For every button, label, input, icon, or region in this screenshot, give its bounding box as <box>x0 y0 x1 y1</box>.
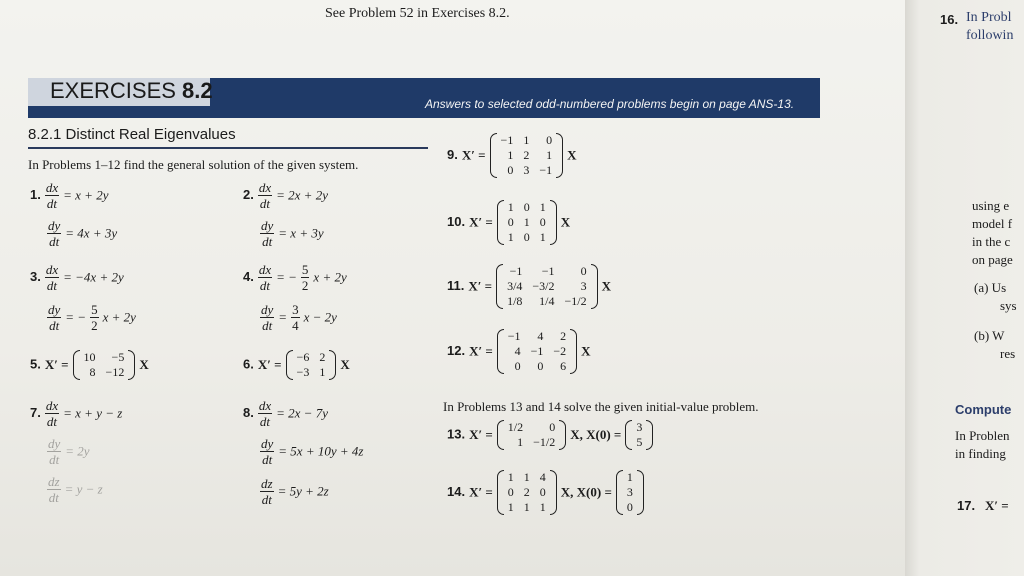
problem-number: 2. <box>243 187 254 203</box>
matrix-entry: 0 <box>514 359 521 373</box>
fraction-dy-dt: $\frac{dy}{dt}$ <box>261 218 274 249</box>
problem-number: 7. <box>30 405 41 421</box>
matrix-entry: 0 <box>580 264 587 278</box>
exercises-title <box>50 78 213 104</box>
problem-5 <box>30 350 149 380</box>
problem-2 <box>243 180 328 211</box>
matrix-row <box>503 485 551 500</box>
matrix-row <box>496 133 558 148</box>
problem-8 <box>243 398 328 429</box>
instructions-1-12: In Problems 1–12 find the general solution of the given system. <box>28 157 359 172</box>
problem-4-line-2 <box>260 302 337 333</box>
numerator: 3 <box>292 302 299 317</box>
coefficient-matrix <box>496 264 598 309</box>
matrix-entry: 3 <box>636 420 643 434</box>
problem-8-line-2 <box>260 436 363 467</box>
matrix-row <box>631 435 647 450</box>
matrix-entry: 1 <box>507 148 514 162</box>
numerator: 5 <box>91 302 98 317</box>
matrix-entry: 4 <box>539 470 546 484</box>
right-problem-16-number: 16. <box>940 12 959 27</box>
matrix-entry: 2 <box>523 148 530 162</box>
matrix-entry: 0 <box>523 200 530 214</box>
problem-number: 3. <box>30 269 41 285</box>
matrix-entry: −1 <box>530 344 544 358</box>
lhs: X′ = <box>257 357 282 372</box>
matrix-entry: 1 <box>507 470 514 484</box>
problem-2-line-2 <box>260 218 324 249</box>
vector-x: X <box>340 357 350 372</box>
matrix-entry: 1 <box>523 500 530 514</box>
initial-condition-label: X, X(0) = <box>570 427 622 442</box>
coefficient-matrix <box>490 133 564 178</box>
right-text-line: in finding <box>955 446 1006 461</box>
fraction-dx-dt: $\frac{dx}{dt}$ <box>45 262 59 293</box>
equation-text: x + 2y <box>102 309 136 325</box>
section-rule <box>28 147 428 149</box>
fraction-dx-dt: $\frac{dx}{dt}$ <box>258 180 272 211</box>
right-part-b-2: res <box>1000 346 1016 361</box>
matrix-row <box>503 500 551 515</box>
lhs: X′ = <box>469 343 493 359</box>
problem-number: 12. <box>447 343 466 359</box>
problem-number: 11. <box>447 278 465 294</box>
initial-vector <box>616 470 644 515</box>
matrix-entry: −1 <box>507 329 521 343</box>
matrix-entry: 1 <box>523 470 530 484</box>
matrix-entry: −12 <box>105 365 125 379</box>
right-text-line: model f <box>972 216 1013 231</box>
matrix-entry: 0 <box>549 420 556 434</box>
matrix-entry: 1 <box>539 500 546 514</box>
equation-text: = x + 2y <box>63 187 109 203</box>
lhs: X′ = <box>468 278 493 294</box>
matrix-row <box>292 365 331 380</box>
fraction-dx-dt: $\frac{dx}{dt}$ <box>45 180 59 211</box>
matrix-entry: 6 <box>560 359 567 373</box>
matrix-row <box>503 230 551 245</box>
section-title: 8.2.1 Distinct Real Eigenvalues <box>28 126 236 143</box>
coefficient-matrix <box>497 420 566 450</box>
problem-number: 6. <box>243 356 254 372</box>
matrix-entry: 1 <box>517 435 524 449</box>
fraction-dx-dt: $\frac{dx}{dt}$ <box>45 398 59 429</box>
equation-text: = 5y + 2z <box>277 483 329 499</box>
equation-text: x − 2y <box>303 309 337 325</box>
problem-3 <box>30 262 124 293</box>
right-part-b: (b) W <box>974 328 1005 343</box>
matrix-entry: 2 <box>560 329 567 343</box>
matrix-entry: 4 <box>537 329 544 343</box>
matrix-row <box>622 500 638 515</box>
denominator: 4 <box>292 318 299 333</box>
equation-text: = x + 3y <box>278 225 324 241</box>
matrix-row <box>496 163 558 178</box>
textbook-right-page <box>905 0 1024 576</box>
fraction-dy-dt: $\frac{dy}{dt}$ <box>48 302 61 333</box>
matrix-entry: 5 <box>636 435 643 449</box>
matrix-entry: 1 <box>539 230 546 244</box>
matrix-row <box>503 329 571 344</box>
equation-text: = 2x + 2y <box>276 187 328 203</box>
vector-x: X <box>601 278 612 294</box>
equation-text: = 4x + 3y <box>65 225 118 241</box>
matrix-entry: −1 <box>541 264 555 278</box>
matrix-entry: 0 <box>626 500 633 514</box>
matrix-entry: 0 <box>537 359 544 373</box>
matrix-entry: −3/2 <box>532 279 555 293</box>
matrix-row <box>503 420 560 435</box>
problem-1 <box>30 180 108 211</box>
problem-3-line-2 <box>47 302 136 333</box>
matrix-entry: −1 <box>539 163 553 177</box>
coefficient-matrix <box>497 470 557 515</box>
right-text-line: on page <box>972 252 1013 267</box>
matrix-entry: 3 <box>523 163 530 177</box>
problem-7 <box>30 398 122 429</box>
matrix-entry: 2 <box>523 485 530 499</box>
denominator: 2 <box>301 278 309 293</box>
matrix-entry: 0 <box>539 485 546 499</box>
problem-6 <box>243 350 350 380</box>
problem-9 <box>447 133 577 178</box>
matrix-entry: 0 <box>507 163 514 177</box>
problem-number: 13. <box>447 426 466 442</box>
answers-note: Answers to selected odd-numbered problems begin on page ANS-13. <box>425 97 795 111</box>
vector-x: X <box>567 147 577 163</box>
exercises-title-prefix: EXERCISES <box>50 78 183 103</box>
problem-number: 14. <box>447 484 466 500</box>
matrix-entry: 2 <box>319 350 326 364</box>
matrix-entry: −5 <box>111 350 125 364</box>
matrix-entry: −2 <box>553 344 567 358</box>
matrix-entry: 1 <box>507 500 514 514</box>
matrix-entry: 10 <box>83 350 96 364</box>
equation-text: = <box>278 309 288 325</box>
fraction-dy-dt: $\frac{dy}{dt}$ <box>48 218 61 249</box>
coefficient-matrix <box>497 200 557 245</box>
denominator: 2 <box>91 318 98 333</box>
matrix-entry: 1 <box>523 133 530 147</box>
matrix-row <box>502 264 592 279</box>
coefficient-matrix <box>497 329 577 374</box>
matrix-row <box>622 470 638 485</box>
equation-text: x + 2y <box>313 269 347 285</box>
right-text-line: in the c <box>972 234 1011 249</box>
matrix-entry: 1/2 <box>507 420 524 434</box>
problem-11 <box>447 264 611 309</box>
right-part-a: (a) Us <box>974 280 1007 295</box>
problem-7-line-2 <box>47 436 90 467</box>
matrix-entry: 1 <box>546 148 553 162</box>
matrix-row <box>622 485 638 500</box>
matrix-entry: −1/2 <box>533 435 556 449</box>
matrix-entry: 1/8 <box>507 294 523 308</box>
numerator: 5 <box>301 262 309 277</box>
lhs: X′ = <box>461 147 486 163</box>
fraction-dy-dt: $\frac{dy}{dt}$ <box>48 436 61 467</box>
matrix-entry: 1 <box>507 200 514 214</box>
equation-text: = 2y <box>65 443 90 459</box>
lhs: X′ = <box>44 357 69 372</box>
problem-12 <box>447 329 591 374</box>
fraction-dy-dt: $\frac{dy}{dt}$ <box>261 436 274 467</box>
equation-text: = 2x − 7y <box>276 405 328 421</box>
matrix-entry: 1/4 <box>539 294 555 308</box>
problem-number: 4. <box>243 269 254 285</box>
matrix-row <box>503 470 551 485</box>
problem-13 <box>447 420 653 450</box>
matrix-entry: 0 <box>507 485 514 499</box>
right-problem-17-lhs: X′ = <box>985 498 1009 513</box>
equation-text: = − <box>65 309 87 325</box>
fraction-dz-dt: $\frac{dz}{dt}$ <box>261 476 273 507</box>
header-note: See Problem 52 in Exercises 8.2. <box>325 6 510 21</box>
coefficient-fraction <box>301 262 310 293</box>
initial-condition-label: X, X(0) = <box>560 484 612 500</box>
matrix-entry: 0 <box>546 133 553 147</box>
fraction-dx-dt: $\frac{dx}{dt}$ <box>258 398 272 429</box>
matrix-entry: 1 <box>626 470 633 484</box>
coefficient-matrix <box>286 350 337 380</box>
matrix-row <box>502 294 592 309</box>
lhs: X′ = <box>469 427 493 442</box>
fraction-dx-dt: $\frac{dx}{dt}$ <box>258 262 272 293</box>
problem-number: 9. <box>447 147 458 163</box>
equation-text: = −4x + 2y <box>63 269 124 285</box>
coefficient-fraction <box>90 302 99 333</box>
matrix-entry: −1 <box>500 133 514 147</box>
matrix-row <box>503 359 571 374</box>
initial-vector <box>625 420 653 450</box>
vector-x: X <box>560 214 571 230</box>
coefficient-fraction <box>291 302 300 333</box>
matrix-entry: 8 <box>89 365 96 379</box>
problem-number: 5. <box>30 356 41 372</box>
matrix-row <box>79 365 130 380</box>
matrix-entry: 3 <box>626 485 633 499</box>
problem-number: 8. <box>243 405 254 421</box>
matrix-entry: 1 <box>507 230 514 244</box>
problem-10 <box>447 200 570 245</box>
problem-number: 10. <box>447 214 466 230</box>
equation-text: = y − z <box>64 481 103 497</box>
problem-14 <box>447 470 644 515</box>
fraction-dy-dt: $\frac{dy}{dt}$ <box>261 302 274 333</box>
right-text-line: using e <box>972 198 1010 213</box>
lhs: X′ = <box>469 214 493 230</box>
lhs: X′ = <box>469 484 493 500</box>
right-problem-16-text: In Probl <box>966 10 1012 25</box>
equation-text: = 5x + 10y + 4z <box>278 443 364 459</box>
problem-1-line-2 <box>47 218 117 249</box>
matrix-row <box>631 420 647 435</box>
matrix-row <box>79 350 130 365</box>
problem-4 <box>243 262 347 293</box>
fraction-dz-dt: $\frac{dz}{dt}$ <box>48 474 60 505</box>
right-compute-heading: Compute <box>955 402 1012 417</box>
matrix-row <box>502 279 592 294</box>
matrix-row <box>292 350 331 365</box>
matrix-row <box>503 215 551 230</box>
matrix-entry: 1 <box>319 365 326 379</box>
instructions-13-14: In Problems 13 and 14 solve the given initial-value problem. <box>443 399 759 414</box>
matrix-entry: −1 <box>509 264 523 278</box>
matrix-entry: −6 <box>296 350 310 364</box>
matrix-entry: 1 <box>523 215 530 229</box>
problem-8-line-3 <box>260 476 329 507</box>
problem-7-line-3 <box>47 474 103 505</box>
equation-text: = − <box>276 269 297 285</box>
matrix-row <box>496 148 558 163</box>
matrix-entry: 3 <box>580 279 587 293</box>
matrix-entry: 3/4 <box>507 279 523 293</box>
coefficient-matrix <box>73 350 136 380</box>
vector-x: X <box>581 343 591 359</box>
vector-x: X <box>139 357 149 372</box>
right-part-a-2: sys <box>1000 298 1017 313</box>
matrix-row <box>503 344 571 359</box>
matrix-row <box>503 200 551 215</box>
matrix-row <box>503 435 560 450</box>
right-problem-17-number: 17. <box>957 498 976 513</box>
matrix-entry: 1 <box>539 200 546 214</box>
problem-number: 1. <box>30 187 41 203</box>
matrix-entry: −3 <box>296 365 310 379</box>
equation-text: = x + y − z <box>63 405 123 421</box>
exercises-title-number: 8.2 <box>182 78 213 103</box>
matrix-entry: 4 <box>514 344 521 358</box>
right-text-line: In Problen <box>955 428 1010 443</box>
matrix-entry: 0 <box>523 230 530 244</box>
matrix-entry: 0 <box>539 215 546 229</box>
matrix-entry: −1/2 <box>564 294 587 308</box>
matrix-entry: 0 <box>507 215 514 229</box>
right-problem-16-text-2: followin <box>966 28 1014 43</box>
